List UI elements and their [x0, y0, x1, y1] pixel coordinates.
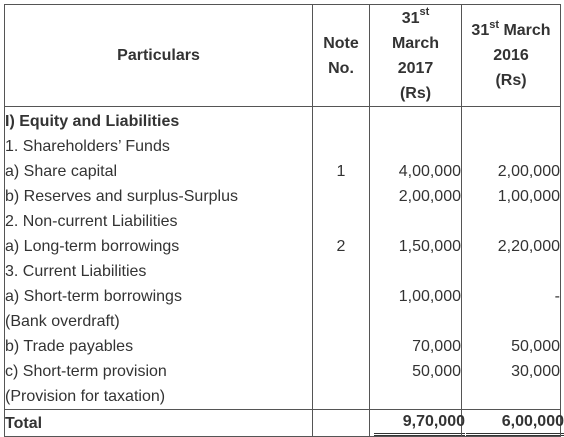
- row-value-2017: 50,000: [370, 359, 462, 384]
- total-value-2017-text: 9,70,000: [374, 411, 465, 436]
- row-note: [313, 284, 370, 309]
- row-label: a) Long-term borrowings: [5, 234, 313, 259]
- balance-sheet-table: [4, 4, 564, 437]
- row-note: [313, 134, 370, 159]
- row-value-2016: [462, 209, 561, 234]
- row-note: [313, 184, 370, 209]
- row-label: 1. Shareholders’ Funds: [5, 134, 313, 159]
- row-note: [313, 209, 370, 234]
- row-note: [313, 259, 370, 284]
- row-value-2016: [462, 134, 561, 159]
- row-value-2016: [462, 309, 561, 334]
- header-year-2016: 31st March 2016 (Rs): [462, 5, 561, 107]
- table-row: [5, 309, 561, 334]
- row-value-2017: 1,50,000: [370, 234, 462, 259]
- row-note: [313, 384, 370, 410]
- row-value-2017: [370, 134, 462, 159]
- row-label: I) Equity and Liabilities: [5, 107, 313, 135]
- table-row: [5, 107, 561, 135]
- row-note: [313, 334, 370, 359]
- row-label: b) Reserves and surplus-Surplus: [5, 184, 313, 209]
- table-row: [5, 134, 561, 159]
- row-label: a) Share capital: [5, 159, 313, 184]
- row-value-2016: 30,000: [462, 359, 561, 384]
- total-value-2016: [462, 410, 564, 437]
- total-note: [313, 410, 370, 437]
- row-value-2017: [370, 384, 462, 410]
- header-note-no: Note No.: [313, 5, 370, 107]
- table-row: [5, 334, 561, 359]
- row-label: (Bank overdraft): [5, 309, 313, 334]
- row-label: a) Short-term borrowings: [5, 284, 313, 309]
- table-row: [5, 159, 561, 184]
- table-row: [5, 184, 561, 209]
- row-label: 3. Current Liabilities: [5, 259, 313, 284]
- row-value-2016: -: [462, 284, 561, 309]
- total-row: [5, 410, 561, 437]
- row-value-2017: [370, 309, 462, 334]
- row-value-2016: 2,20,000: [462, 234, 561, 259]
- row-value-2017: [370, 209, 462, 234]
- row-note: [313, 359, 370, 384]
- row-value-2016: [462, 259, 561, 284]
- row-value-2017: 1,00,000: [370, 284, 462, 309]
- row-label: b) Trade payables: [5, 334, 313, 359]
- row-note: 1: [313, 159, 370, 184]
- table-row: [5, 259, 561, 284]
- table-row: [5, 384, 561, 410]
- table-row: [5, 234, 561, 259]
- total-value-2017: [370, 410, 465, 437]
- row-label: (Provision for taxation): [5, 384, 313, 410]
- row-label: c) Short-term provision: [5, 359, 313, 384]
- table-row: [5, 284, 561, 309]
- table-row: [5, 209, 561, 234]
- row-value-2017: 2,00,000: [370, 184, 462, 209]
- row-value-2017: 4,00,000: [370, 159, 462, 184]
- row-value-2016: 2,00,000: [462, 159, 561, 184]
- row-note: 2: [313, 234, 370, 259]
- row-value-2017: 70,000: [370, 334, 462, 359]
- row-value-2016: [462, 107, 561, 135]
- row-label: 2. Non-current Liabilities: [5, 209, 313, 234]
- header-particulars: Particulars: [5, 5, 313, 107]
- header-row: [5, 5, 561, 107]
- total-label: Total: [5, 410, 313, 437]
- row-note: [313, 107, 370, 135]
- row-value-2016: [462, 384, 561, 410]
- row-value-2017: [370, 107, 462, 135]
- row-value-2016: 50,000: [462, 334, 561, 359]
- total-value-2016-text: 6,00,000: [466, 411, 564, 436]
- table-row: [5, 359, 561, 384]
- header-year-2017: 31st March 2017 (Rs): [370, 5, 462, 107]
- row-value-2017: [370, 259, 462, 284]
- row-note: [313, 309, 370, 334]
- row-value-2016: 1,00,000: [462, 184, 561, 209]
